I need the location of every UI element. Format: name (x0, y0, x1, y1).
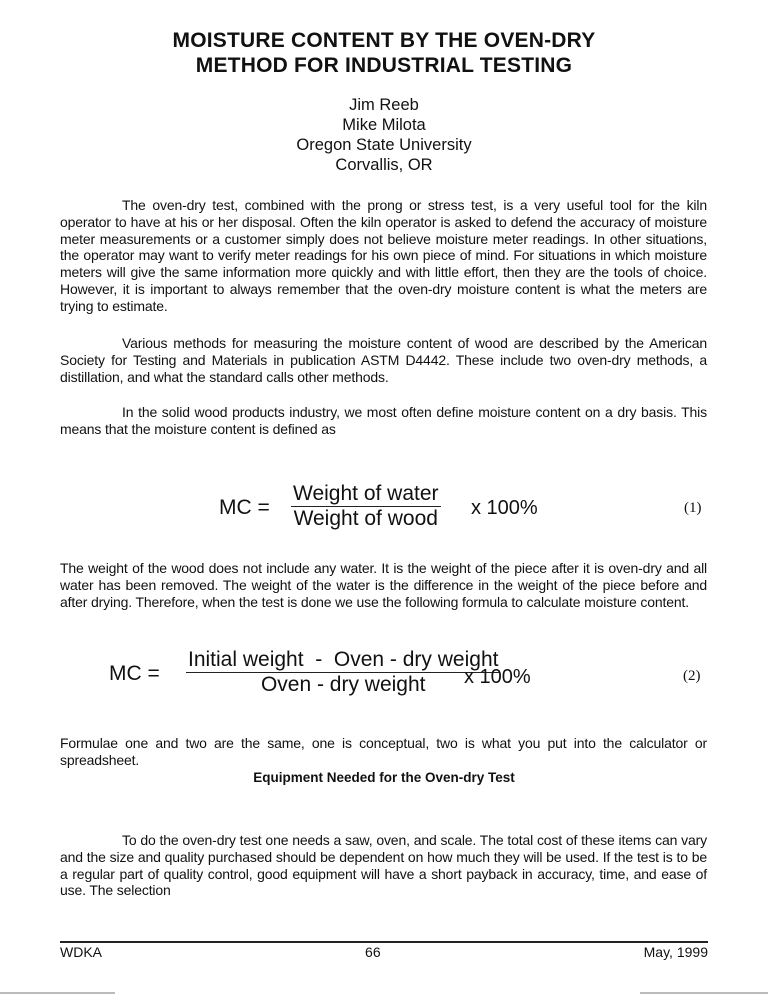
equation-multiplier: x 100% (471, 497, 538, 519)
author-location: Corvallis, OR (335, 156, 433, 174)
paragraph-formulae (60, 735, 707, 769)
equation-lhs: MC = (109, 662, 160, 685)
footer-publication: WDKA (60, 944, 102, 960)
paragraph-methods (60, 335, 707, 385)
paragraph-dry-basis (60, 404, 707, 438)
paragraph-text: The weight of the wood does not include any water. It is the weight of the piece after it is oven-dry and all water has been removed. The weight of the water is the difference in the weight of the piece before and after drying. Therefore, when the test is done we use the following formula to calculate moisture content. (60, 560, 707, 610)
paragraph-weight (60, 560, 707, 610)
author-affiliation: Oregon State University (296, 136, 472, 154)
title-line-2: METHOD FOR INDUSTRIAL TESTING (195, 54, 573, 77)
section-heading: Equipment Needed for the Oven-dry Test (253, 770, 515, 785)
equation-fraction (186, 648, 500, 697)
page-number: 66 (365, 944, 381, 960)
paragraph-text: To do the oven-dry test one needs a saw, oven, and scale. The total cost of these items can vary and the size and quality purchased should be dependent on how much they will be used. If the test is to be a regular part of quality control, good equipment will have a short payback in accuracy, time, and ease of use. The selection (60, 832, 707, 899)
paragraph-text: Various methods for measuring the moisture content of wood are described by the American Society for Testing and Materials in publication ASTM D4442. These include two oven-dry methods, a distillation, and what the standard calls other methods. (60, 335, 707, 385)
footer-date: May, 1999 (643, 944, 708, 960)
paragraph-text: The oven-dry test, combined with the prong or stress test, is a very useful tool for the kiln operator to have at his or her disposal. Often the kiln operator is asked to defend the accuracy of moisture meter measurements or a customer simply does not believe moisture meter readings. In other situations, the operator may want to verify meter readings for his own piece of mind. For situations in which moisture meters will give the same information more quickly and with little effort, then they are the tools of choice. However, it is important to always remember that the oven-dry moisture content is what the meters are trying to estimate. (60, 197, 707, 314)
author-block (0, 95, 768, 175)
equation-lhs: MC = (219, 496, 270, 519)
document-title (0, 28, 768, 78)
author-name: Jim Reeb (349, 96, 419, 114)
title-line-1: MOISTURE CONTENT BY THE OVEN-DRY (172, 29, 596, 52)
author-name: Mike Milota (342, 116, 426, 134)
equation-numerator: Weight of water (293, 482, 439, 505)
paragraph-text: In the solid wood products industry, we most often define moisture content on a dry basis. This means that the moisture content is defined as (60, 404, 707, 437)
footer-divider (60, 941, 708, 943)
paragraph-equipment (60, 832, 707, 899)
equation-number: (2) (683, 668, 701, 684)
equation-denominator: Weight of wood (293, 507, 438, 530)
equation-numerator: Initial weight - Oven - dry weight (188, 648, 499, 671)
page-footer (60, 944, 708, 960)
paragraph-intro (60, 197, 707, 315)
equation-number: (1) (684, 500, 702, 516)
equation-multiplier: x 100% (464, 666, 531, 688)
equation-fraction (291, 482, 441, 531)
equation-denominator: Oven - dry weight (260, 673, 426, 696)
paragraph-text: Formulae one and two are the same, one is conceptual, two is what you put into the calculator or spreadsheet. (60, 735, 707, 768)
